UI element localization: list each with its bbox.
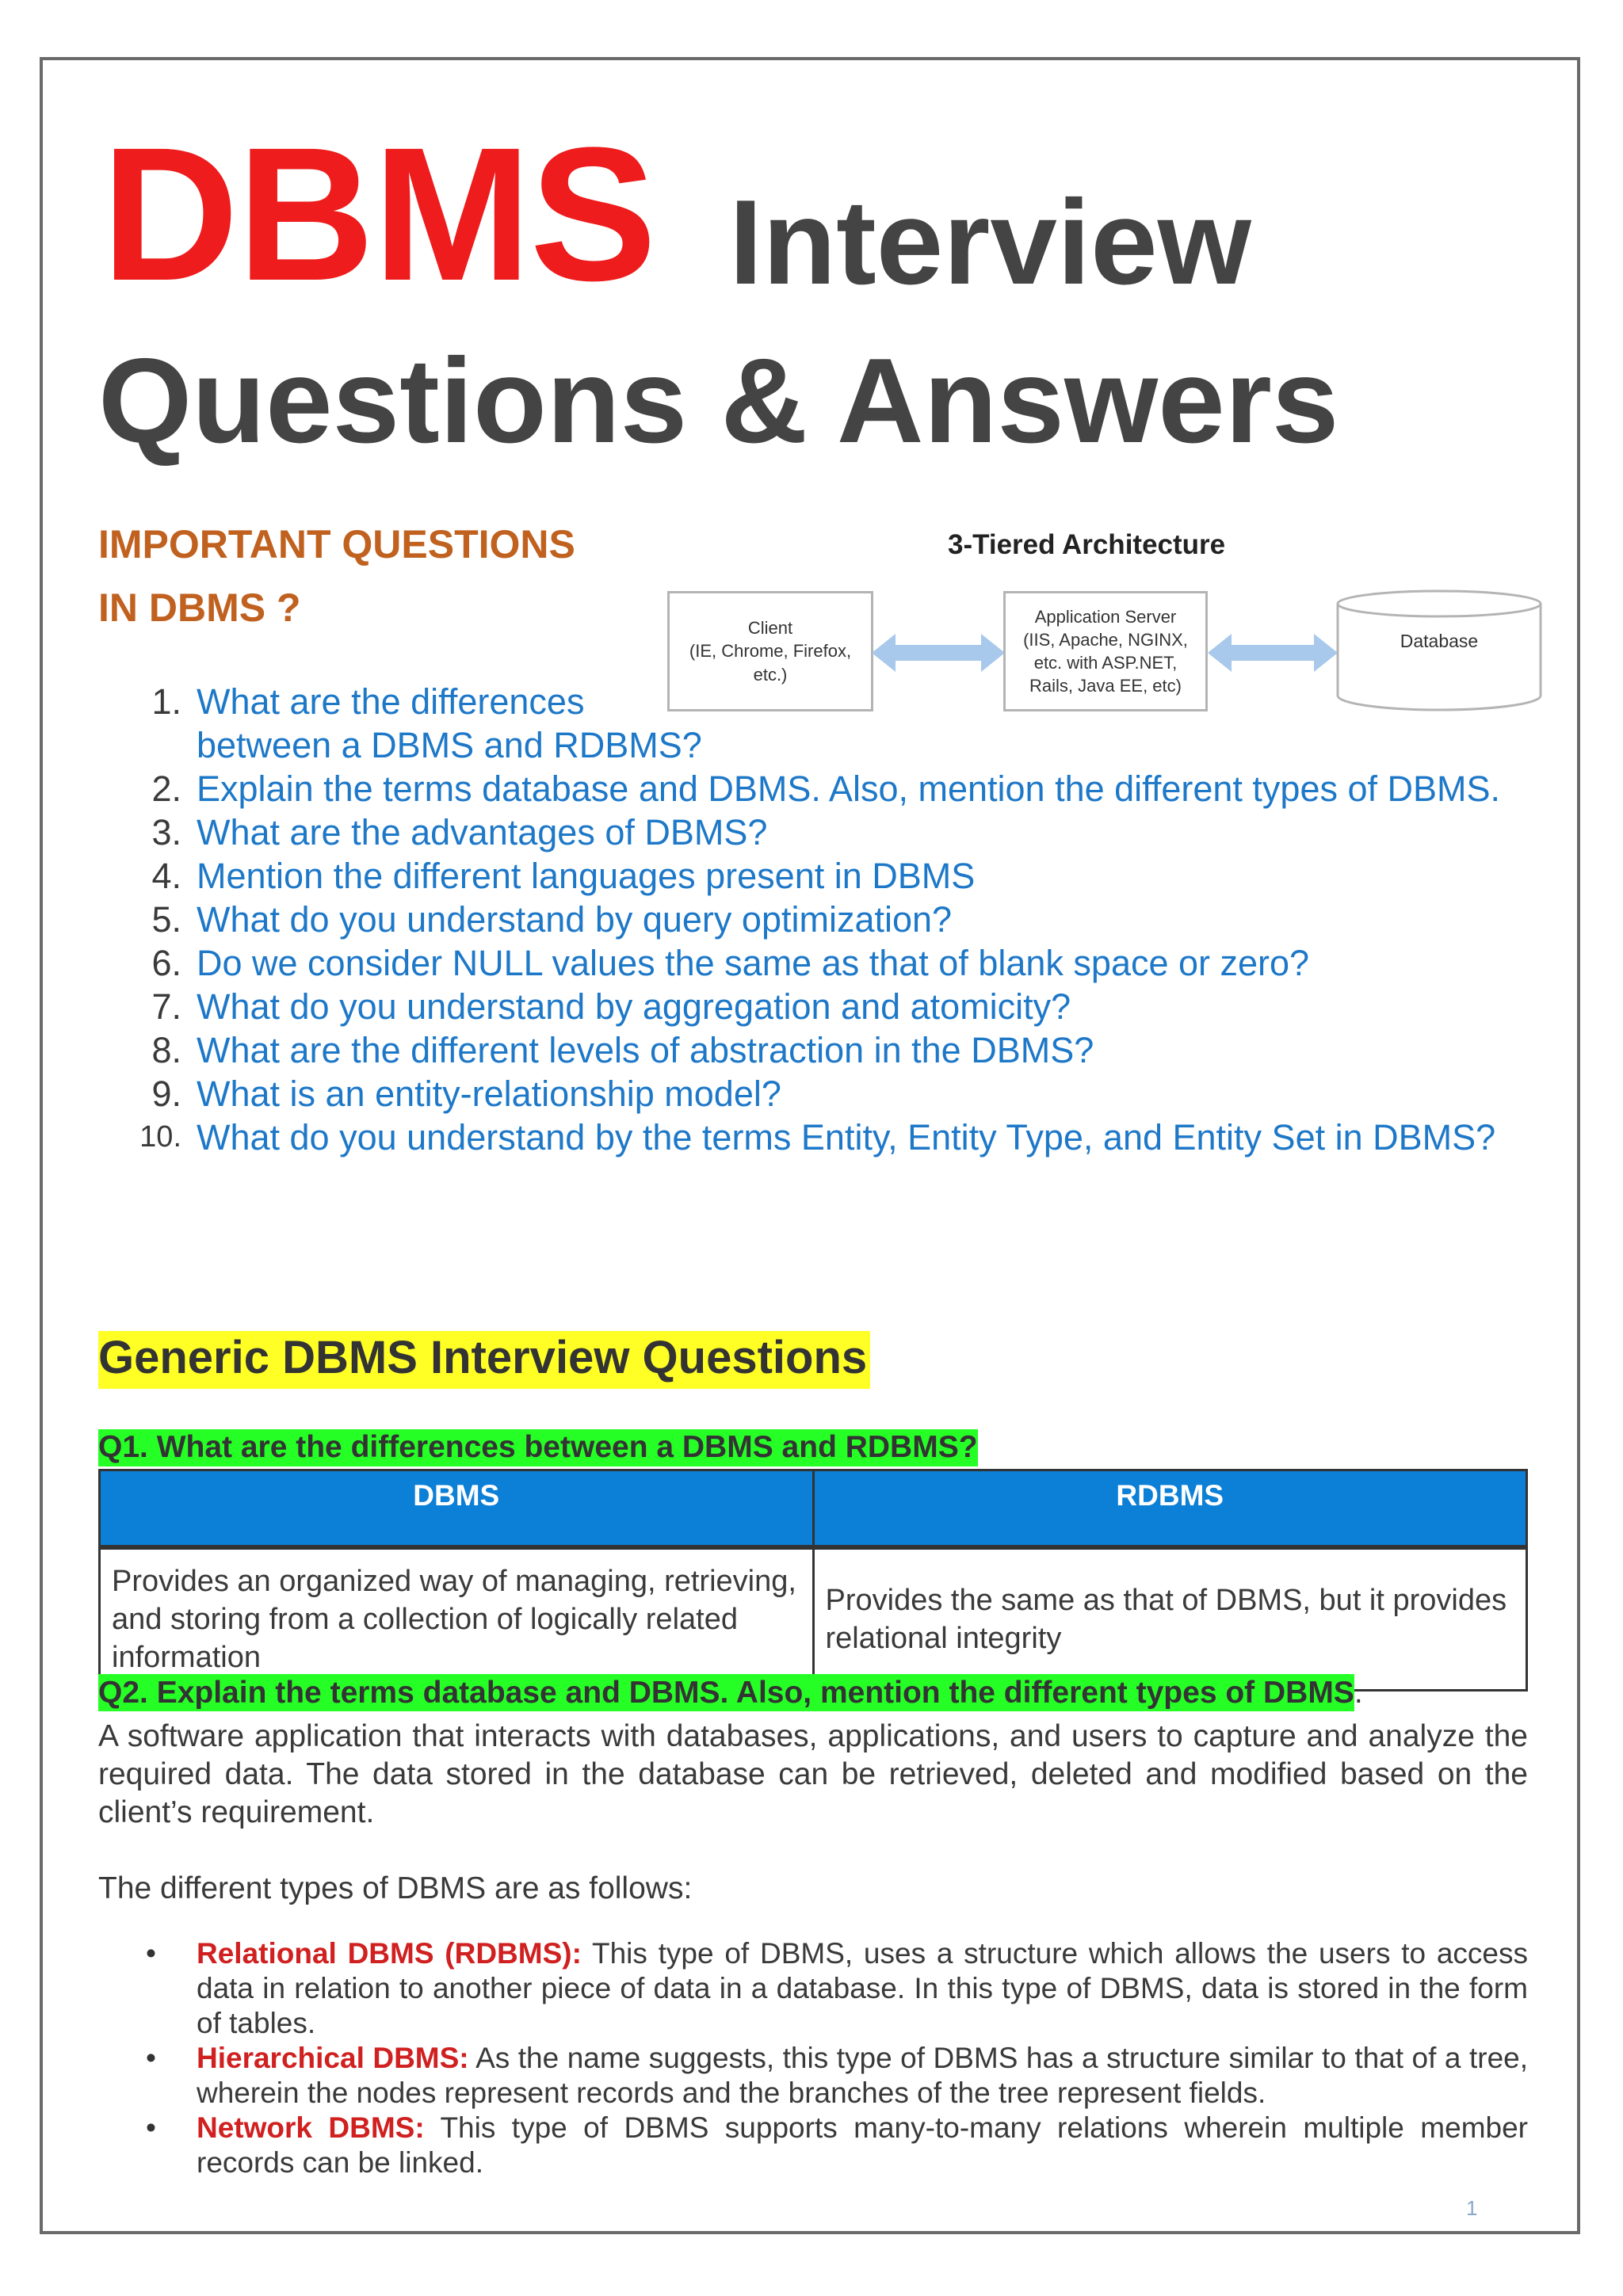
list-item-text: What is an entity-relationship model?	[197, 1074, 781, 1114]
list-item-number: 1.	[151, 681, 181, 722]
list-item	[98, 985, 1525, 1028]
q2-heading-suffix: .	[1354, 1676, 1363, 1710]
list-item-number: 2.	[151, 769, 181, 809]
list-item-number: 4.	[151, 856, 181, 896]
important-questions-list	[98, 680, 1525, 1159]
list-item-text: Do we consider NULL values the same as that of blank space or zero?	[197, 943, 1310, 983]
list-item-number: 8.	[151, 1030, 181, 1070]
list-item-text: Explain the terms database and DBMS. Also, mention the different types of DBMS.	[197, 769, 1501, 809]
diagram-title: 3-Tiered Architecture	[948, 529, 1226, 560]
app-server-detail-2: etc. with ASP.NET,	[1033, 653, 1178, 673]
comparison-table	[98, 1469, 1528, 1691]
q2-heading-row	[98, 1676, 1363, 1711]
list-item	[98, 2041, 1528, 2111]
title-questions-answers: Questions & Answers	[98, 334, 1339, 468]
list-item-number: 5.	[151, 899, 181, 940]
list-item	[98, 898, 1525, 941]
q2-heading: Q2. Explain the terms database and DBMS. Also, mention the different types of DBMS	[98, 1676, 1354, 1710]
list-item	[98, 2111, 1528, 2180]
list-item	[98, 680, 720, 767]
list-item-number: 3.	[151, 812, 181, 852]
type-term: Network DBMS:	[197, 2111, 425, 2144]
dbms-types-list	[98, 1936, 1528, 2180]
bullet-icon: •	[146, 2042, 156, 2074]
list-item	[98, 810, 1525, 854]
q2-answer: A software application that interacts with databases, applications, and users to capture and analyze the required data. The data stored in the database can be retrieved, deleted and modified based on the client’s requirement.	[98, 1719, 1528, 1829]
type-term: Relational DBMS (RDBMS):	[197, 1937, 582, 1970]
list-item-text: What are the differences between a DBMS and RDBMS?	[197, 681, 702, 765]
list-item	[98, 941, 1525, 985]
list-item-text: What do you understand by query optimization?	[197, 899, 953, 940]
page-number: 1	[1466, 2196, 1478, 2220]
table-cell-dbms: Provides an organized way of managing, retrieving, and storing from a collection of logically related information	[100, 1547, 814, 1691]
type-term: Hierarchical DBMS:	[197, 2042, 469, 2074]
database-label: Database	[1400, 631, 1479, 651]
double-arrow-icon	[1208, 632, 1338, 673]
list-item-text: What are the different levels of abstraction in the DBMS?	[197, 1030, 1094, 1070]
list-item-text: What are the advantages of DBMS?	[197, 812, 768, 852]
type-description: As the name suggests, this type of DBMS has a structure similar to that of a tree, wherein the nodes represent records and the branches of the tree represent fields.	[197, 2042, 1529, 2109]
list-item-text: What do you understand by the terms Entity, Entity Type, and Entity Set in DBMS?	[197, 1117, 1496, 1158]
client-detail-2: etc.)	[753, 664, 788, 685]
type-description: This type of DBMS supports many-to-many relations wherein multiple member records can be linked.	[197, 2111, 1528, 2179]
client-label: Client	[747, 618, 793, 639]
double-arrow-icon	[872, 632, 1005, 673]
table-cell-rdbms: Provides the same as that of DBMS, but it provides relational integrity	[813, 1547, 1527, 1691]
list-item	[98, 1936, 1528, 2041]
list-item-number: 9.	[151, 1074, 181, 1114]
type-description: This type of DBMS, uses a structure which allows the users to access data in relation to another piece of data in a database. In this type of DBMS, data is stored in the form of tables.	[197, 1937, 1528, 2039]
list-item-number: 7.	[151, 986, 181, 1027]
important-heading-line2: IN DBMS ?	[98, 585, 301, 630]
list-item	[98, 767, 1525, 810]
list-item	[98, 854, 1525, 898]
bullet-icon: •	[146, 1937, 156, 1970]
important-heading-line1: IMPORTANT QUESTIONS	[98, 522, 575, 566]
bullet-icon: •	[146, 2111, 156, 2144]
table-row	[100, 1547, 1527, 1691]
title-interview: Interview	[729, 175, 1251, 310]
list-item-text: Mention the different languages present in DBMS	[197, 856, 976, 896]
title-dbms: DBMS	[101, 108, 655, 320]
client-detail-1: (IE, Chrome, Firefox,	[689, 641, 852, 662]
types-intro: The different types of DBMS are as follows:	[98, 1871, 693, 1905]
q1-heading: Q1. What are the differences between a DBMS and RDBMS?	[98, 1429, 978, 1466]
list-item	[98, 1116, 1525, 1159]
table-header-dbms: DBMS	[100, 1470, 814, 1548]
section-heading: Generic DBMS Interview Questions	[98, 1331, 870, 1389]
app-server-detail-3: Rails, Java EE, etc)	[1029, 676, 1182, 696]
table-header-rdbms: RDBMS	[813, 1470, 1527, 1548]
list-item-number: 6.	[151, 943, 181, 983]
list-item-number: 10.	[139, 1120, 181, 1154]
app-server-label: Application Server	[1034, 606, 1177, 627]
list-item-text: What do you understand by aggregation and atomicity?	[197, 986, 1071, 1027]
list-item	[98, 1072, 1525, 1116]
app-server-detail-1: (IIS, Apache, NGINX,	[1023, 629, 1188, 650]
list-item	[98, 1028, 1525, 1072]
